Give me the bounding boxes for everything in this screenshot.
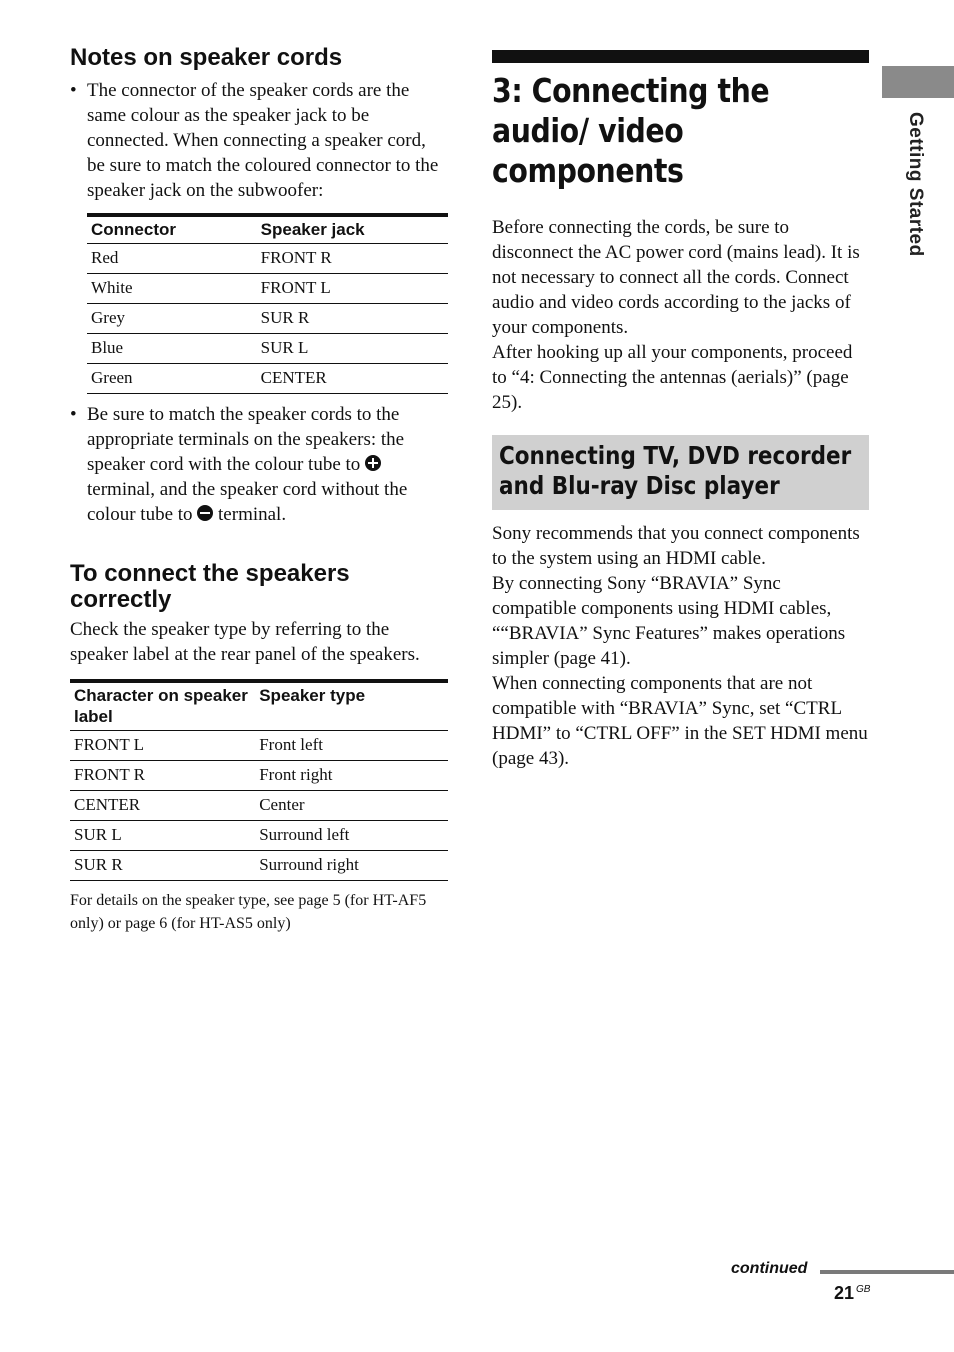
left-column [70, 40, 448, 935]
table-row [70, 761, 448, 791]
table-row [70, 821, 448, 851]
note-bullet-1 [70, 78, 448, 203]
chapter-tab-marker [882, 66, 954, 98]
table-row [70, 851, 448, 881]
column-header-speaker-jack: Speaker jack [257, 215, 448, 244]
note-bullet-1-text: The connector of the speaker cords are the same colour as the speaker jack to be connected. When connecting a speaker cord, be sure to match the coloured connector to the speaker jack on the subwoofer: [87, 80, 439, 201]
table-row [87, 274, 448, 304]
note-bullet-2-text-b: terminal, and the speaker cord without the colour tube to [87, 479, 408, 525]
note-bullet-2 [70, 402, 448, 527]
section-heading: Connecting TV, DVD recorder and Blu-ray Disc player [499, 441, 852, 500]
table-header-row [87, 215, 448, 244]
table-cell: Green [87, 364, 257, 394]
section-paragraph-3: When connecting components that are not compatible with “BRAVIA” Sync, set “CTRL HDMI” to “CTRL OFF” in the SET HDMI menu (page 43). [492, 673, 868, 769]
table-cell: Red [87, 244, 257, 274]
table-cell: Blue [87, 334, 257, 364]
page-number-suffix: GB [856, 1284, 871, 1295]
table-cell: FRONT R [70, 761, 255, 791]
note-bullet-2-text-c: terminal. [218, 504, 287, 525]
heading-rule [492, 50, 869, 63]
table-cell: FRONT R [257, 244, 448, 274]
section-paragraph-2: By connecting Sony “BRAVIA” Sync compatible components using HDMI cables, ““BRAVIA” Sync Features” makes operations simpler (page 41). [492, 573, 846, 669]
column-header-character: Character on speaker label [70, 681, 255, 731]
right-column [492, 50, 869, 771]
page-number: 21 [834, 1283, 855, 1303]
table-row [87, 364, 448, 394]
table-row [70, 791, 448, 821]
table-cell: Grey [87, 304, 257, 334]
table-cell: Front left [255, 731, 448, 761]
note-bullet-2-text-a: Be sure to match the speaker cords to the appropriate terminals on the speakers: the speaker cord with the colour tube to [87, 404, 405, 475]
bullet-dot: • [70, 80, 77, 101]
bullet-dot: • [70, 404, 77, 425]
table-cell: SUR L [70, 821, 255, 851]
table-cell: Front right [255, 761, 448, 791]
speakers-heading: To connect the speakers correctly [70, 560, 350, 613]
section-paragraph-1: Sony recommends that you connect components to the system using an HDMI cable. [492, 523, 860, 569]
table-cell: Surround right [255, 851, 448, 881]
minus-terminal-icon [197, 505, 213, 521]
table-cell: SUR L [257, 334, 448, 364]
table-cell: CENTER [257, 364, 448, 394]
table-cell: SUR R [70, 851, 255, 881]
notes-heading: Notes on speaker cords [70, 44, 343, 71]
chapter-tab-label: Getting Started [905, 112, 926, 257]
intro-paragraph-2: After hooking up all your components, proceed to “4: Connecting the antennas (aerials)” (page 25). [492, 342, 853, 413]
table-cell: Surround left [255, 821, 448, 851]
table-row [70, 731, 448, 761]
connector-table [87, 213, 448, 394]
section-heading-box [492, 435, 869, 510]
table-cell: White [87, 274, 257, 304]
column-header-speaker-type: Speaker type [255, 681, 448, 731]
intro-paragraph-1: Before connecting the cords, be sure to disconnect the AC power cord (mains lead). It is not necessary to connect all the cords. Connect audio and video cords according to the jacks of your components. [492, 217, 860, 338]
continued-label: continued [731, 1260, 808, 1277]
speakers-paragraph: Check the speaker type by referring to the speaker label at the rear panel of the speakers. [70, 619, 420, 665]
column-header-connector: Connector [87, 215, 257, 244]
table-row [87, 334, 448, 364]
table-cell: FRONT L [257, 274, 448, 304]
continued-bar [820, 1270, 954, 1274]
table-cell: CENTER [70, 791, 255, 821]
table-cell: Center [255, 791, 448, 821]
table-cell: FRONT L [70, 731, 255, 761]
table-header-row [70, 681, 448, 731]
plus-terminal-icon [365, 455, 381, 471]
table-row [87, 244, 448, 274]
speaker-type-table [70, 679, 448, 881]
table-row [87, 304, 448, 334]
page-title: 3: Connecting the audio/ video components [492, 71, 770, 190]
table-cell: SUR R [257, 304, 448, 334]
speaker-type-footnote: For details on the speaker type, see page 5 (for HT-AF5 only) or page 6 (for HT-AS5 only) [70, 892, 427, 932]
